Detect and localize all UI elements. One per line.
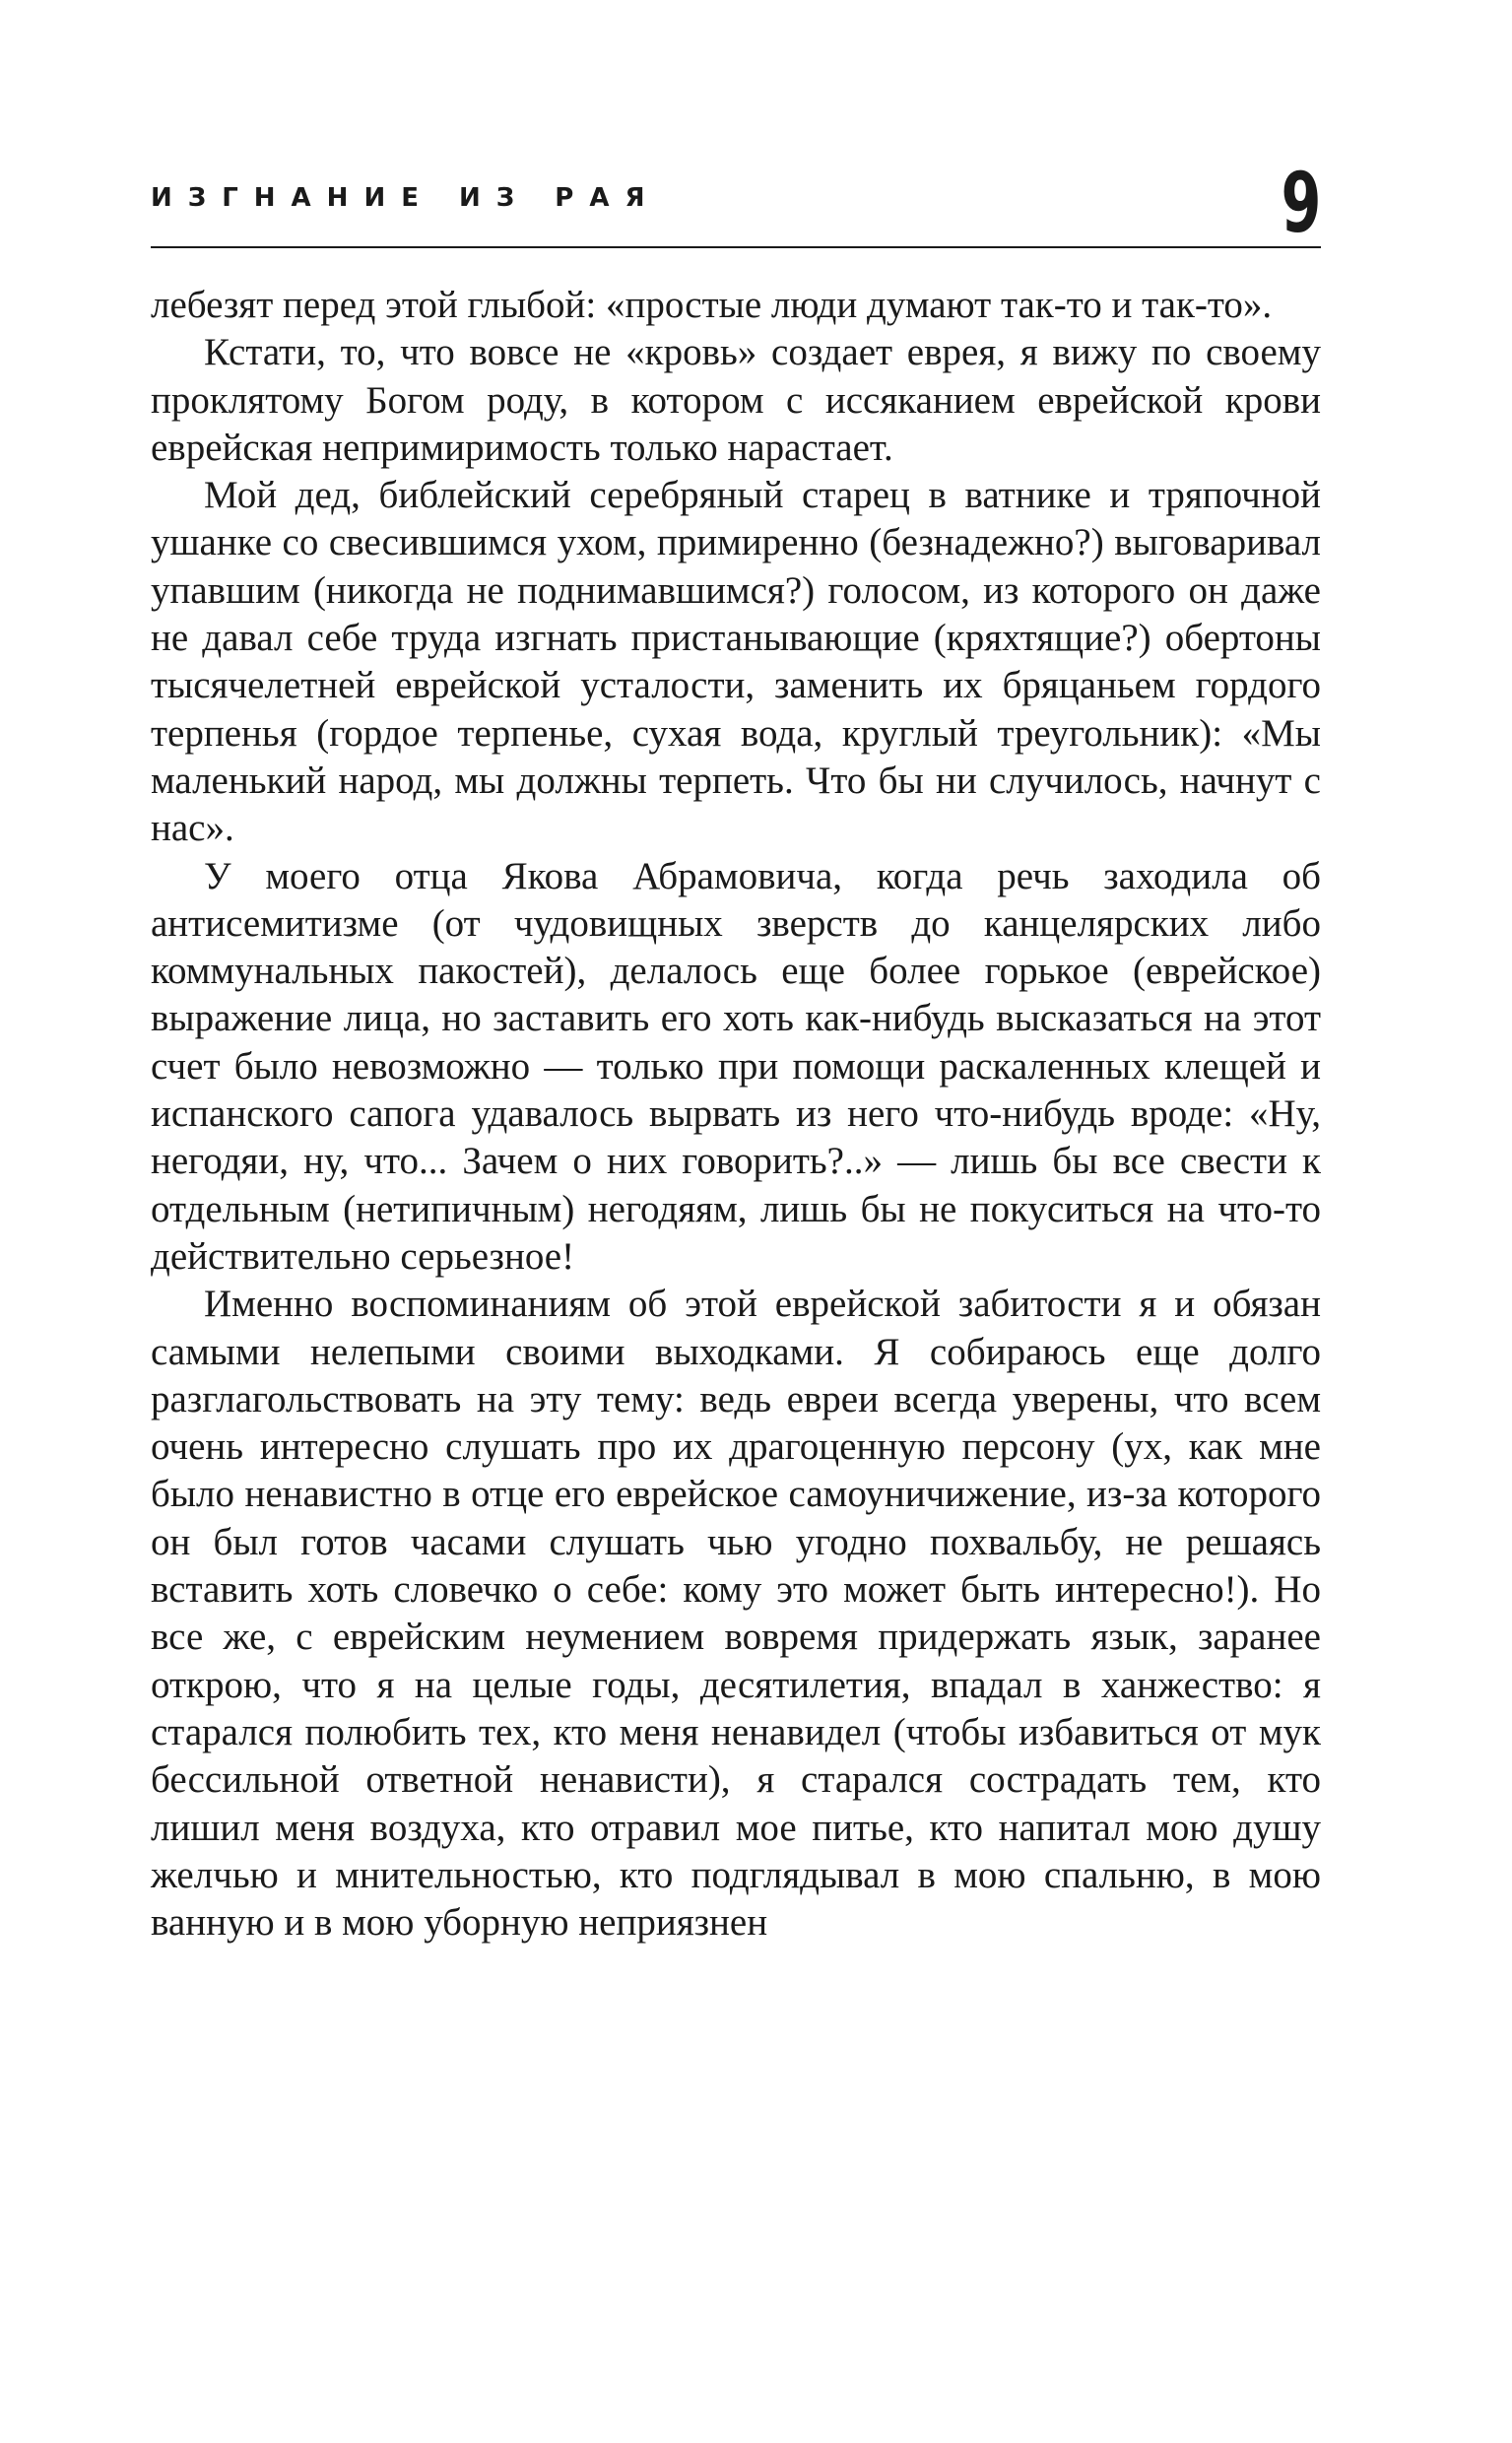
page-number: 9: [1281, 155, 1321, 251]
paragraph: Именно воспоминаниям об этой еврейской забитости я и обязан самыми нелепыми своими выходками. Я собираюсь еще долго разглагольствовать на эту тему: ведь евреи всегда уверены, что всем очень интересно слушать про их драгоценную персону (ух, как мне было ненавистно в отце его еврейское самоуничижение, из-за которого он был готов часами слушать чью угодно похвальбу, не решаясь вставить хоть словечко о себе: кому это может быть интересно!). Но все же, с еврейским неумением вовремя придержать язык, заранее открою, что я на целые годы, десятилетия, впадал в ханжество: я старался полюбить тех, кто меня ненавидел (чтобы избавиться от мук бессильной ответной ненависти), я старался сострадать тем, кто лишил меня воздуха, кто отравил мое питье, кто напитал мою душу желчью и мнительностью, кто подглядывал в мою спальню, в мою ванную и в мою уборную неприязнен: [151, 1283, 1321, 1945]
paragraph: У моего отца Якова Абрамовича, когда речь заходила об антисемитизме (от чудовищных зверств до канцелярских либо коммунальных пакостей), делалось еще более горькое (еврейское) выражение лица, но заставить его хоть как-нибудь высказаться на этот счет было невозможно — только при помощи раскаленных клещей и испанского сапога удавалось вырвать из него что-нибудь вроде: «Ну, негодяи, ну, что... Зачем о них говорить?..» — лишь бы все свести к отдельным (нетипичным) негодяям, лишь бы не покуситься на что-то действительно серьезное!: [151, 854, 1321, 1278]
body-text: [151, 282, 1321, 1947]
paragraph: Мой дед, библейский серебряный старец в ватнике и тряпочной ушанке со свесившимся ухом, примиренно (безнадежно?) выговаривал упавшим (никогда не поднимавшимся?) голосом, из которого он даже не давал себе труда изгнать пристанывающие (кряхтящие?) обертоны тысячелетней еврейской усталости, заменить их бряцаньем гордого терпенья (гордое терпенье, сухая вода, круглый треугольник): «Мы маленький народ, мы должны терпеть. Что бы ни случилось, начнут с нас».: [151, 474, 1321, 850]
paragraph: лебезят перед этой глыбой: «простые люди думают так-то и так-то».: [151, 284, 1273, 326]
page-header: [151, 148, 1321, 251]
paragraph: Кстати, то, что вовсе не «кровь» создает еврея, я вижу по своему проклятому Богом роду, в котором с иссяканием еврейской крови еврейская непримиримость только нарастает.: [151, 331, 1321, 469]
running-head: ИЗГНАНИЕ ИЗ РАЯ: [151, 183, 661, 213]
